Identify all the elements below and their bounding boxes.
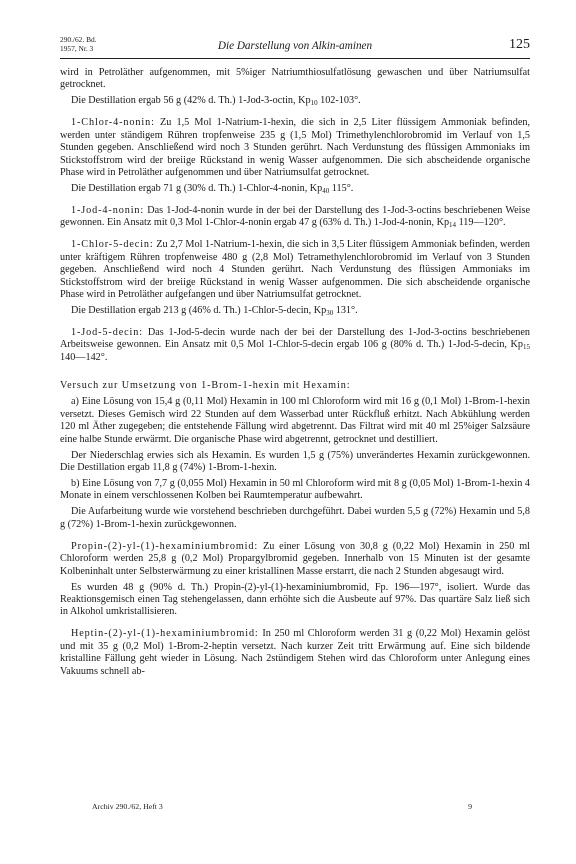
compound-name: 1-Chlor-5-decin: — [71, 239, 154, 251]
p7-tail: 131°. — [333, 305, 358, 317]
running-header — [60, 36, 530, 59]
p5-text: Das 1-Jod-4-nonin wurde in der bei der Darstellung des 1-Jod-3-octins beschriebenen Weise gewonnen. Ein Ansatz mit 0,3 Mol 1-Chlor-4-nonin ergab 47 g (63% d. Th.) 1-Jod-4-nonin, Kp — [60, 205, 530, 229]
section-heading: Versuch zur Umsetzung von 1-Brom-1-hexin mit Hexamin: — [60, 379, 351, 391]
archive-reference: Archiv 290./62, Heft 3 — [92, 802, 163, 811]
p4-subscript: 40 — [322, 187, 330, 196]
paragraph-4 — [60, 183, 530, 195]
p8-tail: 140—142°. — [60, 351, 108, 363]
journal-volume: 290./62. Bd. — [60, 35, 97, 44]
paragraph-heptinyl — [60, 628, 530, 678]
sheet-number: 9 — [468, 802, 472, 811]
p4-tail: 115°. — [329, 183, 354, 195]
paragraph-9: a) Eine Lösung von 15,4 g (0,11 Mol) Hexamin in 100 ml Chloroform wird mit 16 g (0,1 Mol) 1-Brom-1-hexin versetzt. Dieses Gemisch wird 22 Stunden auf dem Wasserbad unter Rückfluß erhitzt. Nach Abkühlung werden 120 ml Äther zugegeben; die entstehende Fällung wird abgetrennt. Das Filtrat wird mit 40 ml 25%iger Salzsäure eine halbe Stunde erwärmt. Die organische Phase wird abgetrennt, getrocknet und destilliert. — [60, 396, 530, 445]
compound-name: 1-Jod-5-decin: — [71, 327, 144, 339]
p7-text: Die Destillation ergab 213 g (46% d. Th.) 1-Chlor-5-decin, Kp — [71, 305, 327, 317]
p2-text: Die Destillation ergab 56 g (42% d. Th.) 1-Jod-3-octin, Kp — [71, 95, 311, 107]
paper-page — [60, 36, 530, 682]
paragraph-2 — [60, 95, 530, 107]
paragraph-12: Die Aufarbeitung wurde wie vorstehend beschrieben durchgeführt. Dabei wurden 5,5 g (72%) Hexamin und 5,8 g (72%) 1-Brom-1-hexin zurückgewonnen. — [60, 506, 530, 530]
paragraph-14: Es wurden 48 g (90% d. Th.) Propin-(2)-yl-(1)-hexaminiumbromid, Fp. 196—197°, isoliert. Wurde das Reaktionsgemisch einen Tag stehengelassen, dann erhöhte sich die Ausbeute auf 97%. Das quartäre Salz ließ sich in Alkohol umkristallisieren. — [60, 581, 530, 618]
p8-text: Das 1-Jod-5-decin wurde nach der bei der Darstellung des 1-Jod-3-octins beschriebenen Arbeitsweise gewonnen. Ein Ansatz mit 0,5 Mol 1-Chlor-5-decin ergab 106 g (80% d. Th.) 1-Jod-5-decin, Kp — [60, 327, 530, 351]
paragraph-10: Der Niederschlag erwies sich als Hexamin. Es wurden 1,5 g (75%) unverändertes Hexamin zurückgewonnen. Die Destillation ergab 11,8 g (74%) 1-Brom-1-hexin. — [60, 449, 530, 473]
paragraph-text: In 250 ml Chloroform werden 31 g (0,22 Mol) Hexamin gelöst und mit 35 g (0,2 Mol) 1-Brom-2-heptin versetzt. Nach kurzer Zeit tritt Erwärmung auf. Eine sich bildende kristalline Fällung geht wieder in Lösung. Nach 2stündigem Stehen wird das Chloroform unter Anlegung eines Vakuums schnell ab- — [60, 628, 530, 677]
compound-name: 1-Chlor-4-nonin: — [71, 117, 155, 129]
paragraph-1: wird in Petroläther aufgenommen, mit 5%iger Natriumthiosulfatlösung gewaschen und über Natriumsulfat getrocknet. — [60, 67, 530, 91]
compound-name: Heptin-(2)-yl-(1)-hexaminiumbromid: — [71, 628, 259, 640]
p5-subscript: 14 — [449, 221, 457, 230]
paragraph-chlor-decin — [60, 239, 530, 301]
p7-subscript: 30 — [326, 309, 334, 318]
paragraph-text: Zu einer Lösung von 30,8 g (0,22 Mol) Hexamin in 250 ml Chloroform werden 25,8 g (0,2 Mol) Propargylbromid gegeben. Innerhalb von 15 Minuten ist der gesamte Kolbeninhalt unter Selbsterwärmung zu einer kristallinen Masse erstarrt, die nach 2 Stunden abgesaugt wird. — [60, 540, 530, 577]
compound-name: 1-Jod-4-nonin: — [71, 205, 145, 217]
page-number: 125 — [509, 37, 530, 52]
paragraph-jod-nonin — [60, 205, 530, 230]
p2-subscript: 10 — [310, 99, 318, 108]
paragraph-text: Zu 1,5 Mol 1-Natrium-1-hexin, die sich in 2,5 Liter flüssigem Ammoniak befinden, werden unter ständigem Rühren tropfenweise 235 g (1,5 Mol) Trimethylenchlorobromid im Verlauf von 1,5 Stunden gegeben. Anschließend wird noch 3 Stunden gerührt. Nach Verdunstung des flüssigen Ammoniaks im Stickstoffstrom wird der breiige Rückstand in wenig Wasser aufgenommen. Die sich abscheidende organische Phase wird in Petroläther aufgenommen und über Natriumsulfat getrocknet. — [60, 117, 530, 179]
paragraph-7 — [60, 305, 530, 317]
p2-tail: 102-103°. — [317, 95, 361, 107]
journal-year-issue: 1957, Nr. 3 — [60, 43, 94, 53]
paragraph-propinyl — [60, 541, 530, 578]
compound-name: Propin-(2)-yl-(1)-hexaminiumbromid: — [71, 540, 259, 552]
paragraph-chlor-nonin — [60, 117, 530, 179]
p5-tail: 119—120°. — [456, 217, 506, 229]
paragraph-11: b) Eine Lösung von 7,7 g (0,055 Mol) Hexamin in 50 ml Chloroform wird mit 8 g (0,05 Mol) 1-Brom-1-hexin 4 Monate in einem verschlossenen Kolben bei Raumtemperatur aufbewahrt. — [60, 477, 530, 502]
page-footer — [92, 802, 472, 811]
running-title: Die Darstellung von Alkin-aminen — [217, 40, 373, 52]
p8-subscript: 15 — [523, 343, 530, 352]
paragraph-jod-decin — [60, 327, 530, 364]
p4-text: Die Destillation ergab 71 g (30% d. Th.) 1-Chlor-4-nonin, Kp — [71, 183, 323, 195]
paragraph-text: Zu 2,7 Mol 1-Natrium-1-hexin, die sich in 3,5 Liter flüssigem Ammoniak befinden, werden unter kräftigem Rühren tropfenweise 480 g (2,8 Mol) Tetramethylenchlorobromid im Verlauf von 3 Stunden gegeben. Anschließend wird noch 4 Stunden gerührt. Nach Verdunstung des flüssigen Ammoniaks im Stickstoffstrom wird der breiige Rückstand in wenig Wasser aufgenommen. Die sich abscheidende organische Phase wird in Petroläther aufgefangen und über Natriumsulfat getrocknet. — [60, 239, 530, 301]
